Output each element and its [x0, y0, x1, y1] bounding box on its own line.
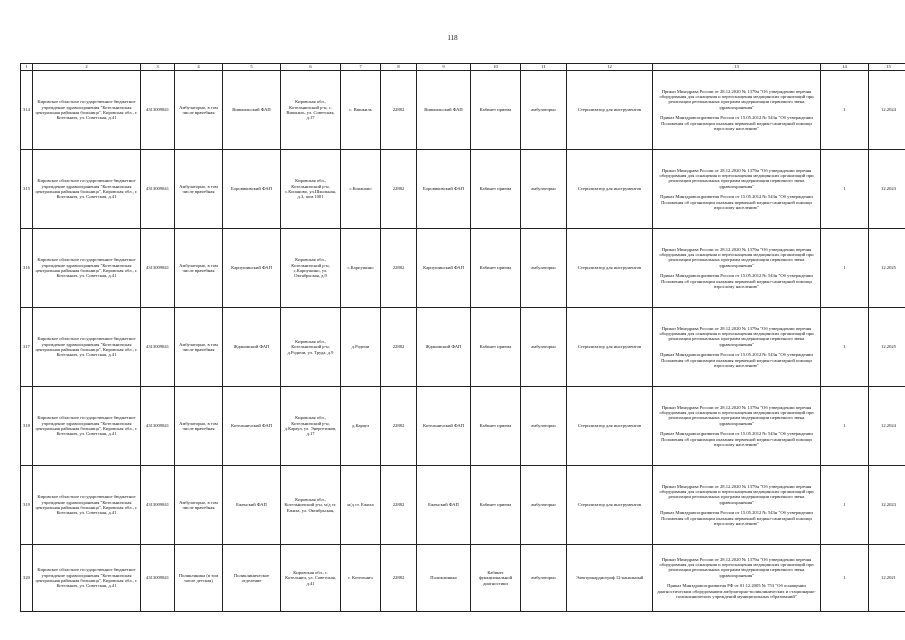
- care-type-cell: Амбулаторно, в том числе врачебная: [175, 466, 223, 545]
- address-cell: Кировская обл., Котельничский р-н, д.Караул, ул. Энергетиков, д.17: [281, 387, 341, 466]
- date-cell: 12.2023: [869, 466, 905, 545]
- locality-cell: с.Карпушино: [341, 229, 381, 308]
- condition-cell: амбулаторно: [521, 229, 567, 308]
- row-number-cell: 320: [21, 545, 33, 612]
- column-header: 13: [653, 64, 821, 71]
- regulation-text: Приказ Минздрава России от 28.12.2020 № 1379н "Об утверждении перечня оборудования для оснащения и переоснащения медицинских организаций при реализации региональных программ модернизации первичного звена здравоохранения": [659, 404, 814, 426]
- column-header: 10: [471, 64, 521, 71]
- column-header: 11: [521, 64, 567, 71]
- row-number-cell: 316: [21, 229, 33, 308]
- organization-cell: Кировское областное государственное бюджетное учреждение здравоохранения "Котельничская центральная районная больница", Кировская обл., г. Котельнич, ул. Советская, д.41: [33, 466, 141, 545]
- table-row: [21, 150, 905, 229]
- condition-cell: амбулаторно: [521, 308, 567, 387]
- subunit-cell: Ждановский ФАП: [417, 308, 471, 387]
- regulation-text: Приказ Минздравсоцразвития России от 15.05.2012 № 543н "Об утверждении Положения об организации оказания первичной медико-санитарной помощи взрослому населению": [660, 194, 813, 211]
- condition-cell: амбулаторно: [521, 387, 567, 466]
- subunit-cell: Вишкильский ФАП: [417, 71, 471, 150]
- column-header: 4: [175, 64, 223, 71]
- room-cell: Кабинет приема: [471, 229, 521, 308]
- row-number-cell: 314: [21, 71, 33, 150]
- regulation-text: Приказ Минздравсоцразвития России от 15.05.2012 № 543н "Об утверждении Положения об организации оказания первичной медико-санитарной помощи взрослому населению": [660, 431, 813, 448]
- column-header: 2: [33, 64, 141, 71]
- condition-cell: амбулаторно: [521, 71, 567, 150]
- quantity-cell: 1: [821, 387, 869, 466]
- subunit-cell: Еженский ФАП: [417, 466, 471, 545]
- table-row: [21, 545, 905, 612]
- address-cell: Кировская обл., Котельничский р-н, м/д ст. Ежиха, ул. Октябрьская,: [281, 466, 341, 545]
- equipment-cell: Стерилизатор для инструментов: [567, 229, 653, 308]
- locality-cell: с.Копаново: [341, 150, 381, 229]
- column-header: 5: [223, 64, 281, 71]
- date-cell: 12.2021: [869, 545, 905, 612]
- condition-cell: амбулаторно: [521, 150, 567, 229]
- oktmo-cell: 22882: [381, 466, 417, 545]
- care-type-cell: Амбулаторно, в том числе врачебная: [175, 308, 223, 387]
- inn-cell: 4313009841: [141, 150, 175, 229]
- inn-cell: 4313009841: [141, 308, 175, 387]
- quantity-cell: 1: [821, 466, 869, 545]
- column-header: 8: [381, 64, 417, 71]
- row-number-cell: 319: [21, 466, 33, 545]
- unit-cell: Еженский ФАП: [223, 466, 281, 545]
- regulation-text: Приказ Минздравсоцразвития России от 15.05.2012 № 543н "Об утверждении Положения об организации оказания первичной медико-санитарной помощи взрослому населению": [660, 273, 813, 290]
- subunit-cell: Карпушинский ФАП: [417, 229, 471, 308]
- address-cell: Кировская обл., Котельничский р-н, д.Родичи, ул. Труда, д.9: [281, 308, 341, 387]
- inn-cell: 4313009841: [141, 545, 175, 612]
- oktmo-cell: 22882: [381, 71, 417, 150]
- date-cell: 12.2023: [869, 150, 905, 229]
- regulation-text: Приказ Минздравсоцразвития России от 15.05.2012 № 543н "Об утверждении Положения об организации оказания первичной медико-санитарной помощи взрослому населению": [660, 352, 813, 369]
- regulation-cell: [653, 308, 821, 387]
- inn-cell: 4313009841: [141, 229, 175, 308]
- organization-cell: Кировское областное государственное бюджетное учреждение здравоохранения "Котельничская центральная районная больница", Кировская обл., г. Котельнич, ул. Советская, д.41: [33, 308, 141, 387]
- date-cell: 12.2024: [869, 387, 905, 466]
- row-number-cell: 315: [21, 150, 33, 229]
- address-cell: Кировская обл., Котельничский р-н, с. Вишкиль, ул. Советская, д.17: [281, 71, 341, 150]
- subunit-cell: Котельничский ФАП: [417, 387, 471, 466]
- room-cell: Кабинет приема: [471, 466, 521, 545]
- regulation-cell: [653, 466, 821, 545]
- equipment-cell: Электрокардиограф 12-канальный: [567, 545, 653, 612]
- room-cell: Кабинет функциональной диагностики: [471, 545, 521, 612]
- page-number: 118: [447, 34, 458, 42]
- organization-cell: Кировское областное государственное бюджетное учреждение здравоохранения "Котельничская центральная районная больница", Кировская обл., г. Котельнич, ул. Советская, д.41: [33, 387, 141, 466]
- equipment-table: [20, 63, 905, 612]
- table-row: [21, 229, 905, 308]
- unit-cell: Боровиковский ФАП: [223, 150, 281, 229]
- unit-cell: Котельничский ФАП: [223, 387, 281, 466]
- column-header: 12: [567, 64, 653, 71]
- regulation-text: Приказ Минздрава России от 28.12.2020 № 1379н "Об утверждении перечня оборудования для оснащения и переоснащения медицинских организаций при реализации региональных программ модернизации первичного звена здравоохранения": [659, 246, 814, 268]
- room-cell: Кабинет приема: [471, 387, 521, 466]
- regulation-cell: [653, 150, 821, 229]
- condition-cell: амбулаторно: [521, 466, 567, 545]
- quantity-cell: 1: [821, 229, 869, 308]
- equipment-cell: Стерилизатор для инструментов: [567, 387, 653, 466]
- regulation-text: Приказ Минздравсоцразвития России от 15.05.2012 № 543н "Об утверждении Положения об организации оказания первичной медико-санитарной помощи взрослому населению": [660, 115, 813, 132]
- regulation-text: Приказ Минздрава России от 28.12.2020 № 1379н "Об утверждении перечня оборудования для оснащения и переоснащения медицинских организаций при реализации региональных программ модернизации первичного звена здравоохранения": [659, 88, 814, 110]
- quantity-cell: 1: [821, 150, 869, 229]
- date-cell: 12.2025: [869, 229, 905, 308]
- locality-cell: с. Вишкиль: [341, 71, 381, 150]
- unit-cell: Вишкильский ФАП: [223, 71, 281, 150]
- locality-cell: г. Котельнич: [341, 545, 381, 612]
- regulation-cell: [653, 545, 821, 612]
- organization-cell: Кировское областное государственное бюджетное учреждение здравоохранения "Котельничская центральная районная больница", Кировская обл., г. Котельнич, ул. Советская, д.41: [33, 71, 141, 150]
- subunit-cell: Боровиковский ФАП: [417, 150, 471, 229]
- equipment-cell: Стерилизатор для инструментов: [567, 308, 653, 387]
- column-header: 3: [141, 64, 175, 71]
- care-type-cell: Поликлиника (в том числе детская): [175, 545, 223, 612]
- care-type-cell: Амбулаторно, в том числе врачебная: [175, 71, 223, 150]
- regulation-text: Приказ Минздравсоцразвития РФ от 01.12.2005 № 753 "Об оснащении диагностическим оборудованием амбулаторно-поликлинических и стационарно-поликлинических учреждений муниципальных образований": [657, 583, 816, 600]
- quantity-cell: 1: [821, 545, 869, 612]
- regulation-text: Приказ Минздрава России от 28.12.2020 № 1379н "Об утверждении перечня оборудования для оснащения и переоснащения медицинских организаций при реализации региональных программ модернизации первичного звена здравоохранения": [659, 556, 814, 578]
- row-number-cell: 317: [21, 308, 33, 387]
- organization-cell: Кировское областное государственное бюджетное учреждение здравоохранения "Котельничская центральная районная больница", Кировская обл., г. Котельнич, ул. Советская, д.41: [33, 229, 141, 308]
- room-cell: Кабинет приема: [471, 150, 521, 229]
- unit-cell: Ждановский ФАП: [223, 308, 281, 387]
- table-row: [21, 308, 905, 387]
- column-header: 6: [281, 64, 341, 71]
- regulation-cell: [653, 387, 821, 466]
- oktmo-cell: 22882: [381, 229, 417, 308]
- organization-cell: Кировское областное государственное бюджетное учреждение здравоохранения "Котельничская центральная районная больница", Кировская обл., г. Котельнич, ул. Советская, д.41: [33, 545, 141, 612]
- room-cell: Кабинет приема: [471, 308, 521, 387]
- table-row: [21, 387, 905, 466]
- locality-cell: м/д ст. Ежиха: [341, 466, 381, 545]
- regulation-text: Приказ Минздравсоцразвития России от 15.05.2012 № 543н "Об утверждении Положения об организации оказания первичной медико-санитарной помощи взрослому населению": [660, 510, 813, 527]
- organization-cell: Кировское областное государственное бюджетное учреждение здравоохранения "Котельничская центральная районная больница", Кировская обл., г. Котельнич, ул. Советская, д.41: [33, 150, 141, 229]
- table-row: [21, 71, 905, 150]
- row-number-cell: 318: [21, 387, 33, 466]
- condition-cell: амбулаторно: [521, 545, 567, 612]
- regulation-text: Приказ Минздрава России от 28.12.2020 № 1379н "Об утверждении перечня оборудования для оснащения и переоснащения медицинских организаций при реализации региональных программ модернизации первичного звена здравоохранения": [659, 325, 814, 347]
- care-type-cell: Амбулаторно, в том числе врачебная: [175, 387, 223, 466]
- equipment-cell: Стерилизатор для инструментов: [567, 71, 653, 150]
- regulation-cell: [653, 71, 821, 150]
- unit-cell: Поликлиническое отделение: [223, 545, 281, 612]
- date-cell: 12.2025: [869, 308, 905, 387]
- oktmo-cell: 22882: [381, 150, 417, 229]
- regulation-cell: [653, 229, 821, 308]
- column-header: 1: [21, 64, 33, 71]
- address-cell: Кировская обл., г. Котельнич, ул. Советская, д.41: [281, 545, 341, 612]
- care-type-cell: Амбулаторно, в том числе врачебная: [175, 150, 223, 229]
- inn-cell: 4313009841: [141, 71, 175, 150]
- regulation-text: Приказ Минздрава России от 28.12.2020 № 1379н "Об утверждении перечня оборудования для оснащения и переоснащения медицинских организаций при реализации региональных программ модернизации первичного звена здравоохранения": [659, 483, 814, 505]
- address-cell: Кировская обл., Котельничский р-н, с.Карпушино, ул. Октябрьская, д.9: [281, 229, 341, 308]
- column-header: 15: [869, 64, 905, 71]
- oktmo-cell: 22882: [381, 545, 417, 612]
- column-header: 9: [417, 64, 471, 71]
- address-cell: Кировская обл., Котельничский р-н, с.Копаново, ул.Школьная, д.3, пом.1001: [281, 150, 341, 229]
- care-type-cell: Амбулаторно, в том числе врачебная: [175, 229, 223, 308]
- header-row: [21, 64, 905, 71]
- subunit-cell: Поликлиника: [417, 545, 471, 612]
- oktmo-cell: 22882: [381, 387, 417, 466]
- equipment-cell: Стерилизатор для инструментов: [567, 150, 653, 229]
- oktmo-cell: 22882: [381, 308, 417, 387]
- quantity-cell: 1: [821, 71, 869, 150]
- room-cell: Кабинет приема: [471, 71, 521, 150]
- unit-cell: Карпушинский ФАП: [223, 229, 281, 308]
- column-header: 7: [341, 64, 381, 71]
- quantity-cell: 1: [821, 308, 869, 387]
- regulation-text: Приказ Минздрава России от 28.12.2020 № 1379н "Об утверждении перечня оборудования для оснащения и переоснащения медицинских организаций при реализации региональных программ модернизации первичного звена здравоохранения": [659, 167, 814, 189]
- table-row: [21, 466, 905, 545]
- date-cell: 12.2024: [869, 71, 905, 150]
- column-header: 14: [821, 64, 869, 71]
- inn-cell: 4313009841: [141, 466, 175, 545]
- locality-cell: д.Родичи: [341, 308, 381, 387]
- locality-cell: д.Караул: [341, 387, 381, 466]
- equipment-cell: Стерилизатор для инструментов: [567, 466, 653, 545]
- inn-cell: 4313009841: [141, 387, 175, 466]
